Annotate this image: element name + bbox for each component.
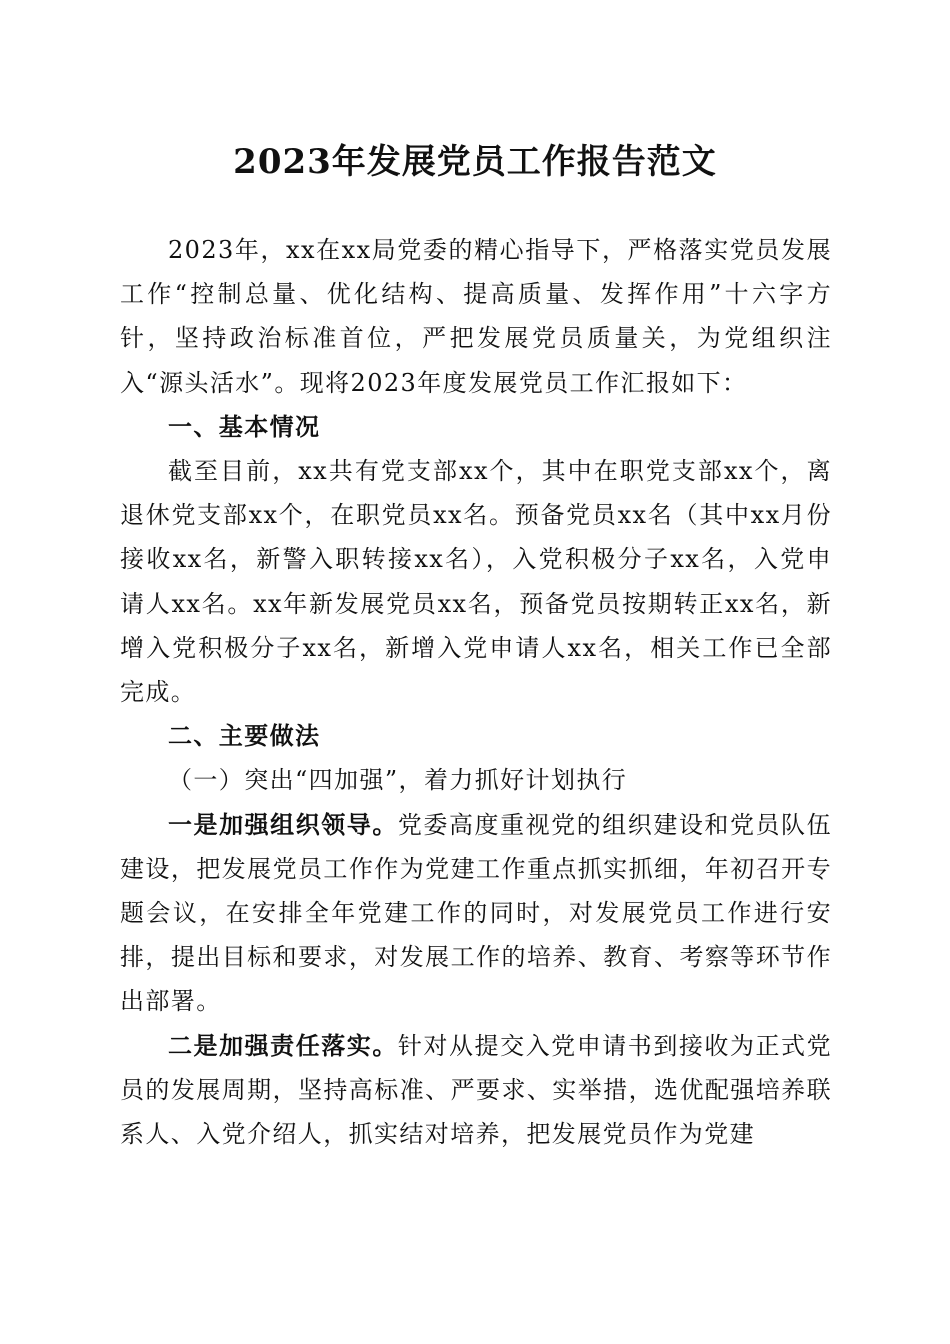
intro-paragraph: 2023年，xx在xx局党委的精心指导下，严格落实党员发展工作“控制总量、优化结构、提高质量、发挥作用”十六字方针，坚持政治标准首位，严把发展党员质量关，为党组织注入“源头活水”。现将2023年度发展党员工作汇报如下： — [120, 236, 832, 397]
subsection-heading-four-strengthen: （一）突出“四加强”，着力抓好计划执行 — [168, 766, 628, 795]
document-title: 2023年发展党员工作报告范文 — [233, 142, 717, 182]
practice-item-1-paragraph — [120, 803, 832, 1024]
practice-item-2-body: 针对从提交入党申请书到接收为正式党员的发展周期，坚持高标准、严要求、实举措，选优配强培养联系人、入党介绍人，抓实结对培养，把发展党员作为党建 — [120, 1031, 832, 1149]
document-body — [120, 228, 832, 1156]
practice-item-1-lead: 一是加强组织领导。 — [168, 809, 398, 839]
basic-situation-paragraph: 截至目前，xx共有党支部xx个，其中在职党支部xx个，离退休党支部xx个，在职党员xx名。预备党员xx名（其中xx月份接收xx名，新警入职转接xx名），入党积极分子xx名，入党申请人xx名。xx年新发展党员xx名，预备党员按期转正xx名，新增入党积极分子xx名，新增入党申请人xx名，相关工作已全部完成。 — [120, 457, 832, 707]
practice-item-2-lead: 二是加强责任落实。 — [168, 1030, 398, 1060]
practice-item-1-body: 党委高度重视党的组织建设和党员队伍建设，把发展党员工作作为党建工作重点抓实抓细，年初召开专题会议，在安排全年党建工作的同时，对发展党员工作进行安排，提出目标和要求，对发展工作的培养、教育、考察等环节作出部署。 — [120, 810, 832, 1016]
section-heading-basic-situation: 一、基本情况 — [168, 411, 321, 441]
section-heading-main-practices: 二、主要做法 — [168, 721, 321, 751]
practice-item-2-paragraph — [120, 1024, 832, 1157]
